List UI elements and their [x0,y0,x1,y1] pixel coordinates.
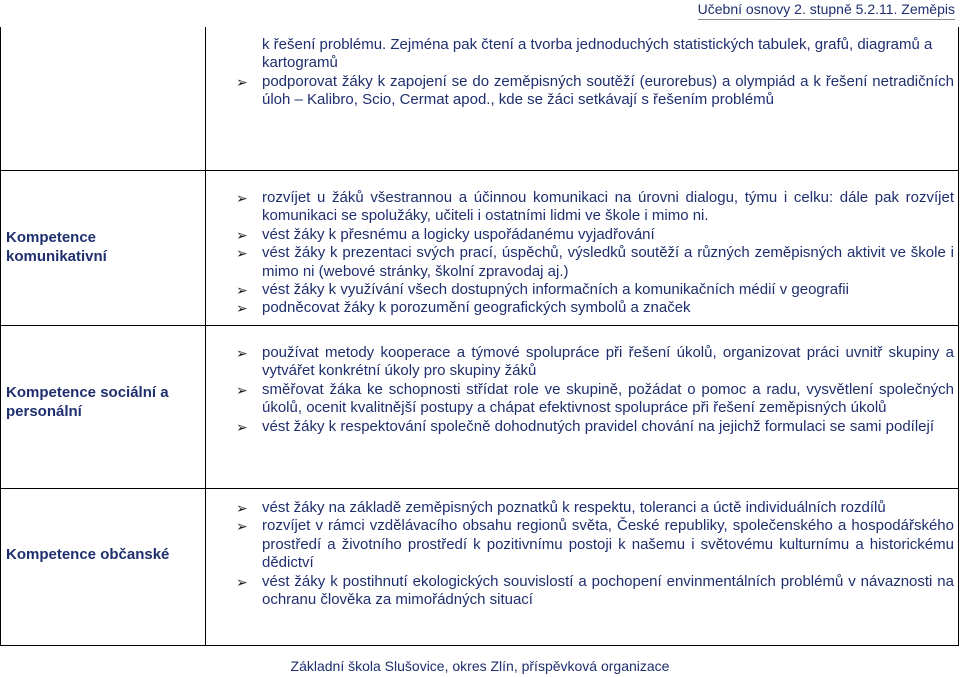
row-divider [0,645,959,646]
list-item: ➢ podněcovat žáky k porozumění geografických symbolů a značek [236,299,691,317]
arrow-bullet-icon: ➢ [236,518,248,535]
arrow-bullet-icon: ➢ [236,418,248,435]
arrow-bullet-icon: ➢ [236,245,248,262]
arrow-bullet-icon: ➢ [236,190,248,206]
arrow-bullet-icon: ➢ [236,573,248,590]
row-divider [0,170,959,171]
list-item: ➢ vést žáky k využívání všech dostupných informačních a komunikačních médií v geografii [236,281,849,299]
list-item: ➢ vést žáky k respektování společně dohodnutých pravidel chování na jejichž formulaci se sami podílejí [236,417,935,435]
page-header: Učební osnovy 2. stupně 5.2.11. Zeměpis [698,1,955,20]
arrow-bullet-icon: ➢ [236,500,248,516]
section-content-socialni [236,344,954,436]
list-item: ➢ vést žáky na základě zeměpisných poznatků k respektu, toleranci a úctě individuálních rozdílů [236,499,886,516]
section-label-komunikativni: Kompetence komunikativní [6,229,107,265]
list-item: ➢ vést žáky k postihnutí ekologických souvislostí a pochopení envinmentálních problémů v návaznosti na ochranu člověka za mimořádných situací [236,572,954,609]
list-item: ➢ rozvíjet v rámci vzdělávacího obsahu regionů světa, České republiky, společenského a hospodářského prostředí a životního prostředí k pozitivnímu postoji k našemu i světovému kulturnímu a historickému dědictví [236,517,954,572]
row-divider [0,325,959,326]
list-item: ➢ používat metody kooperace a týmové spolupráce při řešení úkolů, organizovat práci uvnitř skupiny a vytvářet konkrétní úkoly pro skupiny žáků [236,344,954,380]
section-content-obcanske [236,499,954,609]
section-label-socialni: Kompetence sociální a personální [6,384,169,420]
list-item: ➢ vést žáky k přesnému a logicky uspořádanému vyjadřování [236,225,655,243]
arrow-bullet-icon: ➢ [236,282,248,299]
arrow-bullet-icon: ➢ [236,73,248,90]
list-item: ➢ směřovat žáka ke schopnosti střídat role ve skupině, požádat o pomoc a radu, vysvětlení společných úkolů, ocenit kvalitnější postupy a chápat efektivnost spolupráce při řešení zeměpisných úkolů [236,380,954,417]
section-content-komunikativni [236,189,954,318]
list-item: ➢ podporovat žáky k zapojení se do zeměpisných soutěží (eurorebus) a olympiád a k řešení netradičních úloh – Kalibro, Scio, Cermat apod., kde se žáci setkávají s řešením problémů [236,72,954,109]
list-item: ➢ vést žáky k prezentaci svých prací, úspěchů, výsledků soutěží a různých zeměpisných aktivit ve škole i mimo ni (webové stránky, školní zpravodaj aj.) [236,244,954,280]
top-cell-text: k řešení problému. Zejména pak čtení a tvorba jednoduchých statistických tabulek, grafů, diagramů a kartogramů [262,36,933,72]
list-item: ➢ rozvíjet u žáků všestrannou a účinnou komunikaci na úrovni dialogu, týmu i celku: dále pak rozvíjet komunikaci se spolužáky, učiteli i ostatními lidmi ve škole i mimo ni. [236,189,954,225]
page-footer: Základní škola Slušovice, okres Zlín, příspěvková organizace [290,658,670,674]
row-divider [0,488,959,489]
arrow-bullet-icon: ➢ [236,300,248,317]
arrow-bullet-icon: ➢ [236,226,248,243]
top-cell [236,36,954,110]
column-divider [205,27,206,646]
arrow-bullet-icon: ➢ [236,345,248,361]
arrow-bullet-icon: ➢ [236,381,248,398]
section-label-obcanske: Kompetence občanské [6,546,170,563]
